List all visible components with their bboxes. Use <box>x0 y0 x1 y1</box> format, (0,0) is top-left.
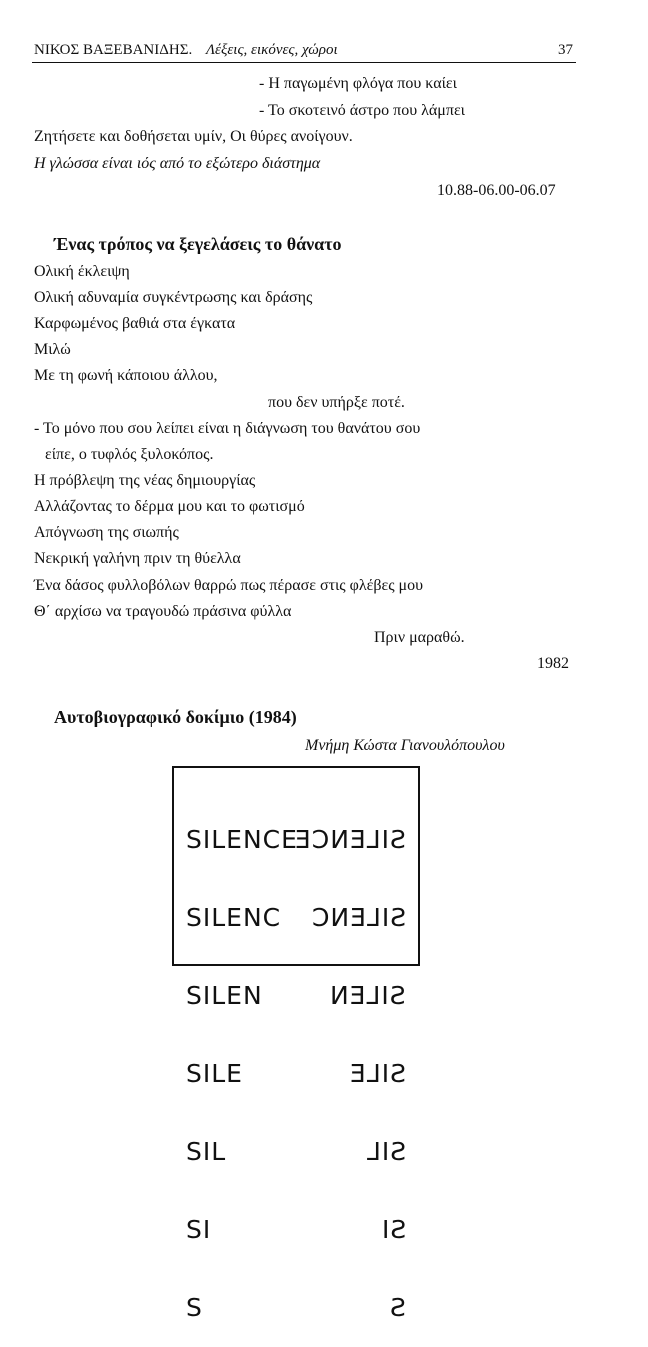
poem-date: 10.88-06.00-06.07 <box>437 182 556 199</box>
visual-poem-left-line: SILENC <box>186 903 282 932</box>
header-rule <box>32 62 576 63</box>
poem-title: Ένας τρόπος να ξεγελάσεις το θάνατο <box>54 234 342 254</box>
poem-title: Αυτοβιογραφικό δοκίμιο (1984) <box>54 707 297 727</box>
poem-line: - Το μόνο που σου λείπει είναι η διάγνωση του θανάτου σου <box>34 420 421 437</box>
visual-poem-right-line: SILEN <box>329 981 406 1010</box>
poem-dedication: Μνήμη Κώστα Γιανουλόπουλου <box>305 737 505 754</box>
visual-poem-left-line: SILEN <box>186 981 263 1010</box>
poem-line: Ολική αδυναμία συγκέντρωσης και δράσης <box>34 289 313 306</box>
poem-line: είπε, ο τυφλός ξυλοκόπος. <box>45 446 214 463</box>
visual-poem-left-line: SI <box>186 1215 212 1244</box>
visual-poem-right-line: SILE <box>349 1059 406 1088</box>
poem-line: Απόγνωση της σιωπής <box>34 524 179 541</box>
visual-poem-right-line: S <box>389 1293 406 1322</box>
visual-poem-right-line: SI <box>380 1215 406 1244</box>
running-header-author: ΝΙΚΟΣ ΒΑΞΕΒΑΝΙΔΗΣ. <box>34 42 193 58</box>
poem-line: - Η παγωμένη φλόγα που καίει <box>259 75 457 92</box>
visual-poem-right-line: SILENCE <box>294 825 406 854</box>
poem-line: που δεν υπήρξε ποτέ. <box>268 394 405 411</box>
page-number: 37 <box>558 42 573 58</box>
visual-poem-left-line: SILE <box>186 1059 243 1088</box>
visual-poem-left-line: S <box>186 1293 203 1322</box>
poem-line: Καρφωμένος βαθιά στα έγκατα <box>34 315 236 332</box>
poem-line: Θ΄ αρχίσω να τραγουδώ πράσινα φύλλα <box>34 603 292 620</box>
poem-line: Πριν μαραθώ. <box>374 629 465 646</box>
visual-poem-left-line: SIL <box>186 1137 227 1166</box>
poem-line: Η πρόβλεψη της νέας δημιουργίας <box>34 472 256 489</box>
poem-year: 1982 <box>537 655 569 672</box>
visual-poem-left-line: SILENCE <box>186 825 298 854</box>
poem-line: Ζητήσετε και δοθήσεται υμίν, Οι θύρες ανοίγουν. <box>34 128 353 145</box>
running-header-book-title: Λέξεις, εικόνες, χώροι <box>206 42 338 58</box>
visual-poem-right-line: SILENC <box>310 903 406 932</box>
poem-line: Νεκρική γαλήνη πριν τη θύελλα <box>34 550 241 567</box>
visual-poem-right-mirrored <box>210 775 406 1347</box>
poem-line: Μιλώ <box>34 341 71 358</box>
poem-line: Ολική έκλειψη <box>34 263 130 280</box>
poem-line: Αλλάζοντας το δέρμα μου και το φωτισμό <box>34 498 305 515</box>
visual-poem-right-line: SIL <box>365 1137 406 1166</box>
poem-line: - Το σκοτεινό άστρο που λάμπει <box>259 102 465 119</box>
poem-line: Ένα δάσος φυλλοβόλων θαρρώ πως πέρασε στις φλέβες μου <box>34 577 424 594</box>
poem-line: Με τη φωνή κάποιου άλλου, <box>34 367 218 384</box>
poem-line-italic: Η γλώσσα είναι ιός από το εξώτερο διάστημα <box>34 155 321 172</box>
